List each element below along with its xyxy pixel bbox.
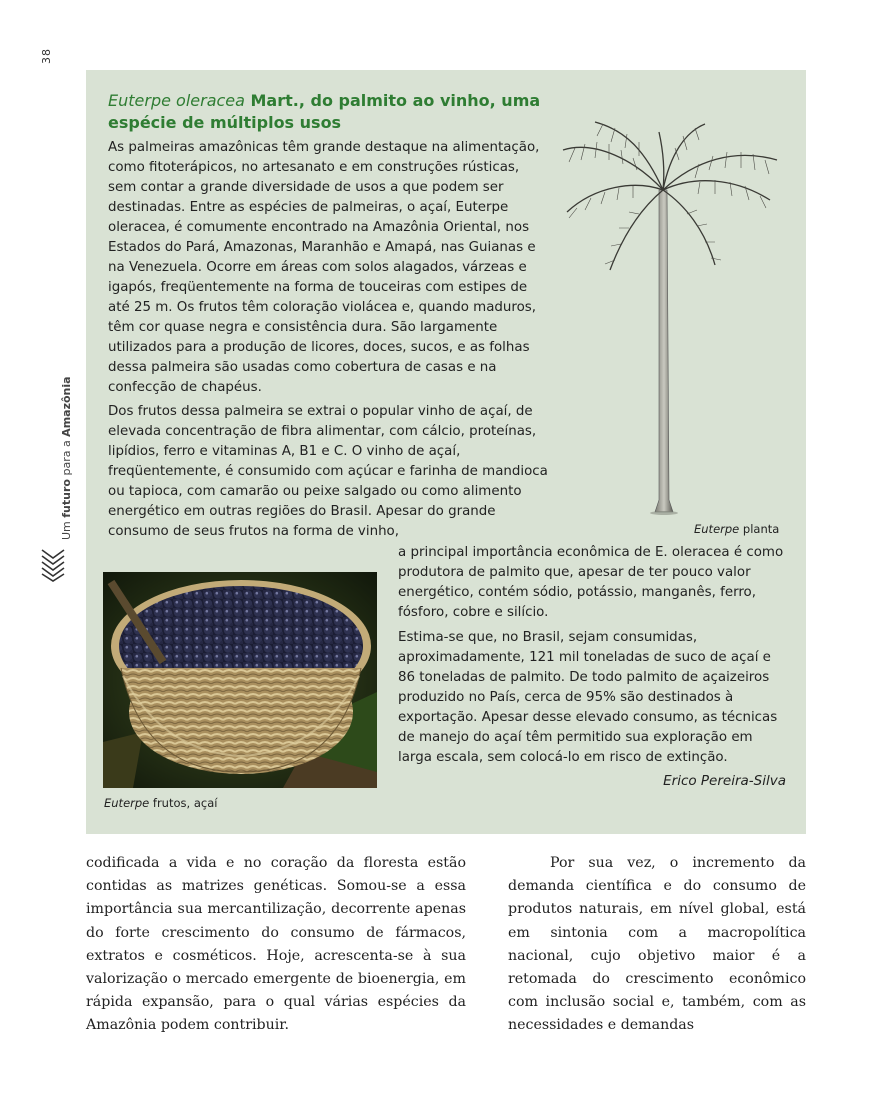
author-signature: Erico Pereira-Silva — [663, 773, 786, 789]
palm-caption: Euterpe planta — [694, 522, 780, 536]
running-title: Um futuro para a Amazônia — [60, 376, 73, 540]
body-left-column: codificada a vida e no coração da floresta estão contidas as matrizes genéticas. Somou-se a essa importância sua mercantilização, decorrente apenas do forte crescimento do consumo de fármacos, extratos e cosméticos. Hoje, acrescenta-se à sua valorização o mercado emergente de bioenergia, em rápida expansão, para o qual várias espécies da Amazônia podem contribuir. — [86, 855, 466, 1034]
box-paragraph-3: a principal importância econômica de E. oleracea é como produtora de palmito que, apesar de ter pouco valor energético, contém sódio, potássio, manganês, ferro, fósforo, cobre e silício. — [398, 545, 784, 620]
chevron-ornament-icon — [40, 548, 66, 582]
page-number: 38 — [40, 48, 53, 64]
palm-tree-illustration — [555, 120, 785, 520]
fruits-caption: Euterpe frutos, açaí — [104, 796, 218, 810]
box-paragraph-2: Dos frutos dessa palmeira se extrai o popular vinho de açaí, de elevada concentração de fibra alimentar, com cálcio, proteínas, lipídios, ferro e vitaminas A, B1 e C. O vinho de açaí, freqüentemente, é consumido com açúcar e farinha de mandioca ou tapioca, com camarão ou peixe salgado ou como alimento energético em outras regiões do Brasil. Apesar do grande consumo de seus frutos na forma de vinho, — [108, 404, 548, 539]
box-paragraph-4: Estima-se que, no Brasil, sejam consumidas, aproximadamente, 121 mil toneladas de suco de açaí e 86 toneladas de palmito. De todo palmito de açaizeiros produzido no País, cerca de 95% são destinados à exportação. Apesar desse elevado consumo, as técnicas de manejo do açaí têm permitido sua exploração em larga escala, sem colocá-lo em risco de extinção. — [398, 630, 778, 765]
box-paragraph-1: As palmeiras amazônicas têm grande destaque na alimentação, como fitoterápicos, no artesanato e em construções rústicas, sem contar a grande diversidade de usos a que podem ser destinadas. Entre as espécies de palmeiras, o açaí, Euterpe oleracea, é comumente encontrado na Amazônia Oriental, nos Estados do Pará, Amazonas, Maranhão e Amapá, nas Guianas e na Venezuela. Ocorre em áreas com solos alagados, várzeas e igapós, freqüentemente na forma de touceiras com estipes de até 25 m. Os frutos têm coloração violácea e, quando maduros, têm cor quase negra e consistência dura. São largamente utilizados para a produção de licores, doces, sucos, e as folhas dessa palmeira são usadas como cobertura de casas e na confecção de chapéus. — [108, 140, 540, 395]
box-title: Euterpe oleracea Mart., do palmito ao vinho, uma espécie de múltiplos usos — [108, 91, 541, 132]
acai-fruits-photo — [103, 572, 377, 788]
body-right-column: Por sua vez, o incremento da demanda científica e do consumo de produtos naturais, em nível global, está em sintonia com a macropolítica nacional, cujo objetivo maior é a retomada do crescimento econômico com inclusão social e, também, com as necessidades e demandas — [508, 855, 806, 1034]
